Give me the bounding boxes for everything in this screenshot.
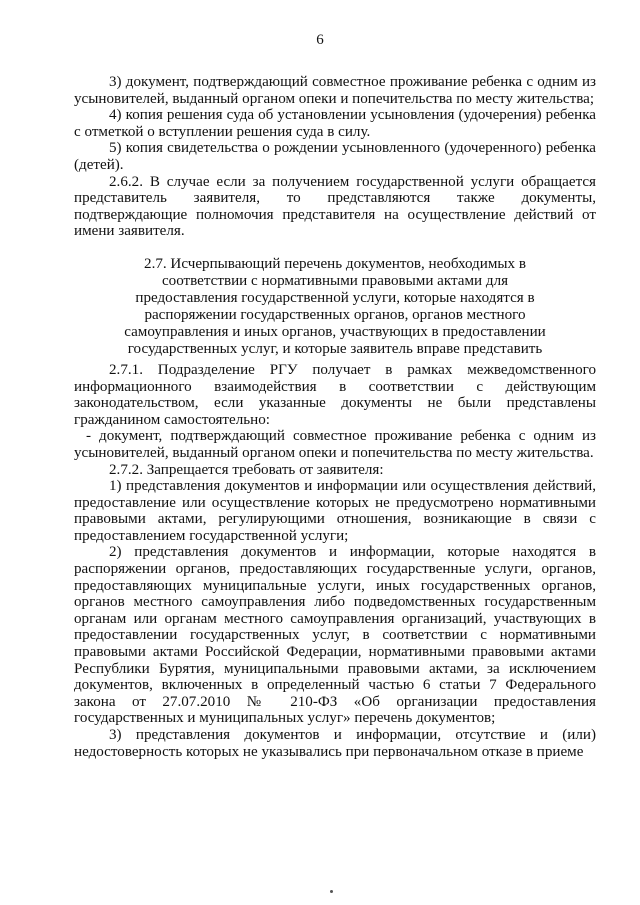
paragraph-2-6-2: 2.6.2. В случае если за получением государственной услуги обращается представитель заявителя, то представляются также документы, подтверждающие полномочия представителя на осуществление действий от имени заявителя. [74,173,596,240]
scan-speck [330,890,333,893]
paragraph-item-3: 3) документ, подтверждающий совместное проживание ребенка с одним из усыновителей, выданный органом опеки и попечительства по месту жительства; [74,74,596,107]
paragraph-prohibition-1: 1) представления документов и информации или осуществления действий, предоставление или осуществление которых не предусмотрено нормативными правовыми актами, регулирующими отношения, возникающие в связи с предоставлением государственной услуги; [74,478,596,544]
paragraph-prohibition-3: 3) представления документов и информации, отсутствие и (или) недостоверность которых не указывались при первоначальном отказе в приеме [74,727,596,760]
paragraph-dash-item: - документ, подтверждающий совместное проживание ребенка с одним из усыновителей, выданный органом опеки и попечительства по месту жительства. [74,428,596,461]
paragraph-2-7-1: 2.7.1. Подразделение РГУ получает в рамках межведомственного информационного взаимодействия в соответствии с действующим законодательством, если указанные документы не были представлены гражданином самостоятельно: [74,361,596,428]
section-heading-2-7: 2.7. Исчерпывающий перечень документов, необходимых в соответствии с нормативными правовыми актами для предоставления государственной услуги, которые находятся в распоряжении государственных органов, органов местного самоуправления и иных органов, участвующих в предоставлении государственных услуг, и которые заявитель вправе представить [124,255,546,357]
paragraph-item-4: 4) копия решения суда об установлении усыновления (удочерения) ребенка с отметкой о вступлении решения суда в силу. [74,107,596,140]
paragraph-prohibition-2: 2) представления документов и информации, которые находятся в распоряжении органов, предоставляющих государственные услуги, органов, предоставляющих муниципальные услуги, иных государственных органов, органов местного самоуправления либо подведомственных государственным органам или органам местного самоуправления организаций, участвующих в предоставлении государственных услуг, в соответствии с нормативными правовыми актами Российской Федерации, нормативными правовыми актами Республики Бурятия, муниципальными правовыми актами, за исключением документов, включенных в определенный частью 6 статьи 7 Федерального закона от 27.07.2010 № 210-ФЗ «Об организации предоставления государственных и муниципальных услуг» перечень документов; [74,544,596,727]
paragraph-item-5: 5) копия свидетельства о рождении усыновленного (удочеренного) ребенка (детей). [74,140,596,173]
spacer [74,240,596,256]
page-number: 6 [316,32,324,48]
paragraph-2-7-2: 2.7.2. Запрещается требовать от заявителя: [109,461,384,478]
document-body [74,74,596,760]
